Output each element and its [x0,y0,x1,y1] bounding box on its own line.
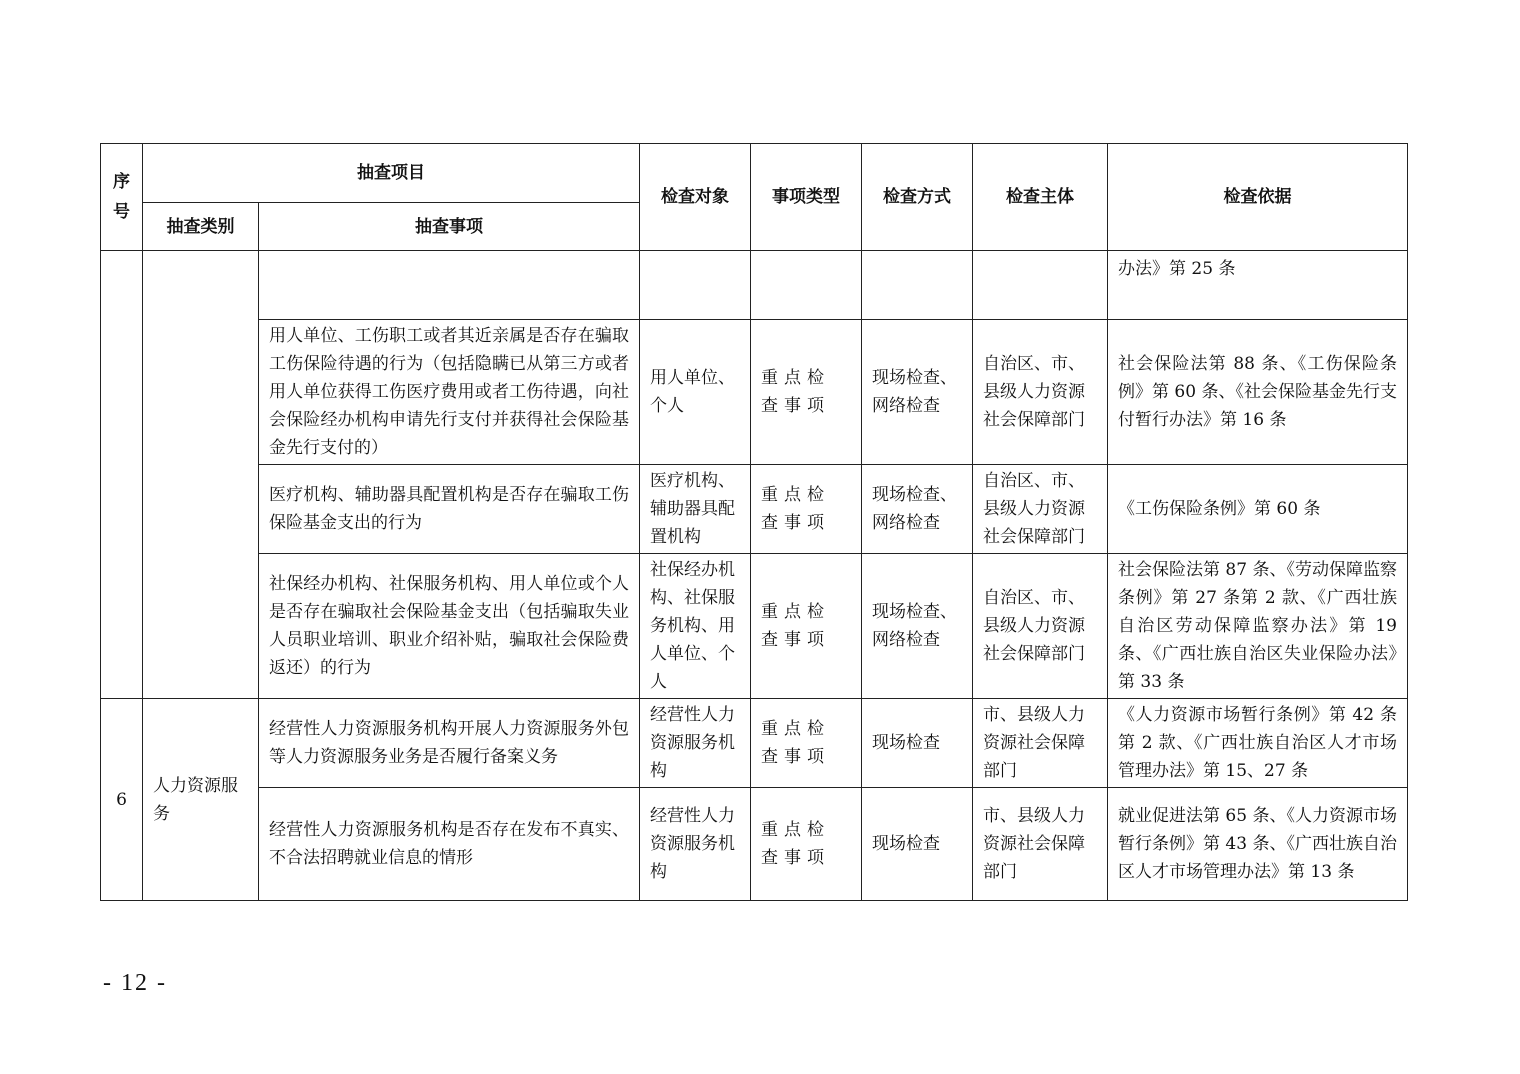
subject-cell [973,251,1108,320]
method-cell: 现场检查、网络检查 [862,465,973,554]
basis-cell: 社会保险法第 87 条、《劳动保障监察条例》第 27 条第 2 款、《广西壮族自治区劳动保障监察办法》第 19 条、《广西壮族自治区失业保险办法》第 33 条 [1108,554,1408,699]
subject-cell: 市、县级人力资源社会保障部门 [973,788,1108,901]
matter-cell: 医疗机构、辅助器具配置机构是否存在骗取工伤保险基金支出的行为 [259,465,640,554]
table-row [101,554,1408,699]
basis-cell: 社会保险法第 88 条、《工伤保险条例》第 60 条、《社会保险基金先行支付暂行办法》第 16 条 [1108,320,1408,465]
header-type: 事项类型 [751,144,862,251]
method-cell: 现场检查 [862,699,973,788]
header-basis: 检查依据 [1108,144,1408,251]
seq-cell: 6 [101,699,143,901]
type-cell: 重点检查事项 [751,788,862,901]
basis-cell: 就业促进法第 65 条、《人力资源市场暂行条例》第 43 条、《广西壮族自治区人才市场管理办法》第 13 条 [1108,788,1408,901]
object-cell [640,251,751,320]
header-object: 检查对象 [640,144,751,251]
table-row [101,320,1408,465]
matter-cell: 用人单位、工伤职工或者其近亲属是否存在骗取工伤保险待遇的行为（包括隐瞒已从第三方或者用人单位获得工伤医疗费用或者工伤待遇，向社会保险经办机构申请先行支付并获得社会保险基金先行支付的） [259,320,640,465]
object-cell: 社保经办机构、社保服务机构、用人单位、个人 [640,554,751,699]
subject-cell: 市、县级人力资源社会保障部门 [973,699,1108,788]
seq-cell-empty [101,251,143,699]
object-cell: 医疗机构、辅助器具配置机构 [640,465,751,554]
header-seq: 序号 [101,144,143,251]
header-method: 检查方式 [862,144,973,251]
category-cell-empty [143,251,259,699]
table-row [101,251,1408,320]
subject-cell: 自治区、市、县级人力资源社会保障部门 [973,320,1108,465]
method-cell: 现场检查 [862,788,973,901]
method-cell [862,251,973,320]
subject-cell: 自治区、市、县级人力资源社会保障部门 [973,554,1108,699]
object-cell: 经营性人力资源服务机构 [640,788,751,901]
type-cell: 重点检查事项 [751,699,862,788]
matter-cell: 经营性人力资源服务机构开展人力资源服务外包等人力资源服务业务是否履行备案义务 [259,699,640,788]
object-cell: 用人单位、个人 [640,320,751,465]
inspection-table [100,143,1408,901]
category-cell: 人力资源服务 [143,699,259,901]
method-cell: 现场检查、网络检查 [862,554,973,699]
matter-cell: 经营性人力资源服务机构是否存在发布不真实、不合法招聘就业信息的情形 [259,788,640,901]
type-cell [751,251,862,320]
object-cell: 经营性人力资源服务机构 [640,699,751,788]
header-item-group: 抽查项目 [143,144,640,203]
header-matter: 抽查事项 [259,203,640,251]
subject-cell: 自治区、市、县级人力资源社会保障部门 [973,465,1108,554]
matter-cell: 社保经办机构、社保服务机构、用人单位或个人是否存在骗取社会保险基金支出（包括骗取失业人员职业培训、职业介绍补贴，骗取社会保险费返还）的行为 [259,554,640,699]
header-subject: 检查主体 [973,144,1108,251]
page-number: - 12 - [103,970,167,996]
header-category: 抽查类别 [143,203,259,251]
table-row [101,788,1408,901]
basis-cell: 《工伤保险条例》第 60 条 [1108,465,1408,554]
table-row [101,699,1408,788]
basis-cell: 《人力资源市场暂行条例》第 42 条第 2 款、《广西壮族自治区人才市场管理办法》第 15、27 条 [1108,699,1408,788]
matter-cell [259,251,640,320]
type-cell: 重点检查事项 [751,465,862,554]
table-row [101,465,1408,554]
type-cell: 重点检查事项 [751,554,862,699]
type-cell: 重点检查事项 [751,320,862,465]
method-cell: 现场检查、网络检查 [862,320,973,465]
basis-cell: 办法》第 25 条 [1108,251,1408,320]
